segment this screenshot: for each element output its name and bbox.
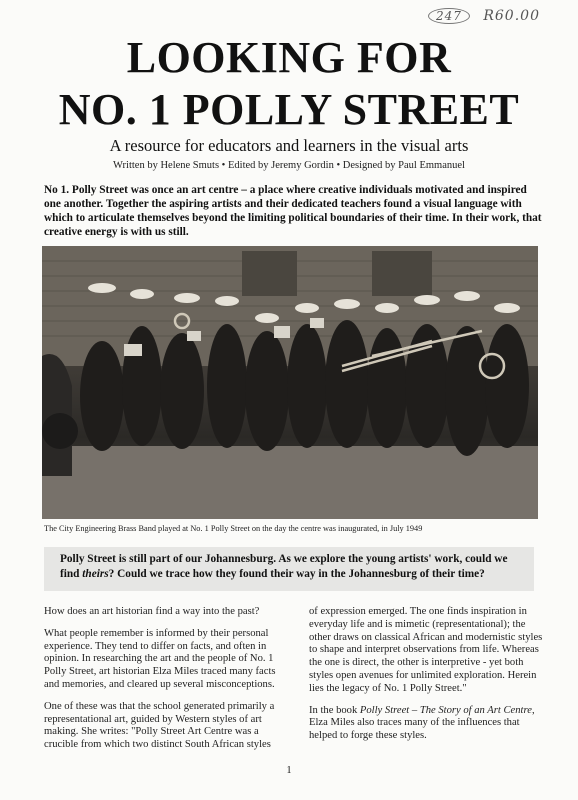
circled-number: 247	[428, 8, 470, 24]
subtitle: A resource for educators and learners in the visual arts	[109, 136, 469, 155]
left-paragraph-2: What people remember is informed by their personal experience. They tend to differ on facts, and often in opinion. In researching the art and the people of No. 1 Polly Street, art historian Elza Miles traced many facts and memories, and cleared up several misconceptions.	[44, 627, 276, 690]
right-column	[309, 606, 544, 761]
book-reference-post: , Elza Miles also traces many of the influences that helped to forge these styles.	[309, 704, 535, 742]
page-number: 1	[286, 765, 292, 776]
book-reference-pre: In the book	[309, 704, 360, 716]
title-line-1: LOOKING FOR	[126, 33, 452, 82]
right-paragraph-2	[309, 705, 544, 743]
body-columns	[44, 606, 544, 761]
callout-text-2: ? Could we trace how they found their way in the Johannesburg of their time?	[108, 567, 485, 580]
photo-caption: The City Engineering Brass Band played at No. 1 Polly Street on the day the centre was inaugurated, in July 1949	[44, 524, 423, 533]
page-title	[0, 32, 578, 136]
title-line-2: NO. 1 POLLY STREET	[58, 85, 520, 134]
photo-illustration	[42, 246, 538, 519]
book-title: Polly Street – The Story of an Art Centre	[359, 704, 532, 716]
intro-paragraph: No 1. Polly Street was once an art centre – a place where creative individuals motivated and inspired one another. Together the aspiring artists and their dedicated teachers found a visual language with which to articulate themselves beyond the limiting political boundaries of their time. In their work, that creative energy is with us still.	[44, 184, 542, 238]
left-column	[44, 606, 279, 761]
left-paragraph-3: One of these was that the school generated primarily a representational art, guided by Western styles of art making. She writes: "Polly Street Art Centre was a crucible from which two distinct South African styles	[44, 700, 275, 751]
callout-text-1: Polly Street is still part of our Johannesburg. As we explore the young artists' work, could we find	[60, 553, 508, 580]
handwritten-price: R60.00	[483, 8, 540, 24]
brass-band-photo	[42, 246, 538, 519]
credits: Written by Helene Smuts • Edited by Jeremy Gordin • Designed by Paul Emmanuel	[113, 160, 465, 171]
callout-emphasis: theirs	[82, 567, 109, 580]
right-paragraph-1: of expression emerged. The one finds inspiration in everyday life and is mimetic (representational); the other draws on classical African and modernistic styles to shape and interpret observations from life. Whereas the one is direct, the other is interpretive - yet both styles open avenues for unlimited exploration. Herein lies the legacy of No. 1 Polly Street."	[309, 606, 543, 694]
left-paragraph-1: How does an art historian find a way into the past?	[44, 606, 260, 617]
callout-box	[44, 547, 534, 591]
handwritten-annotation	[428, 8, 573, 34]
